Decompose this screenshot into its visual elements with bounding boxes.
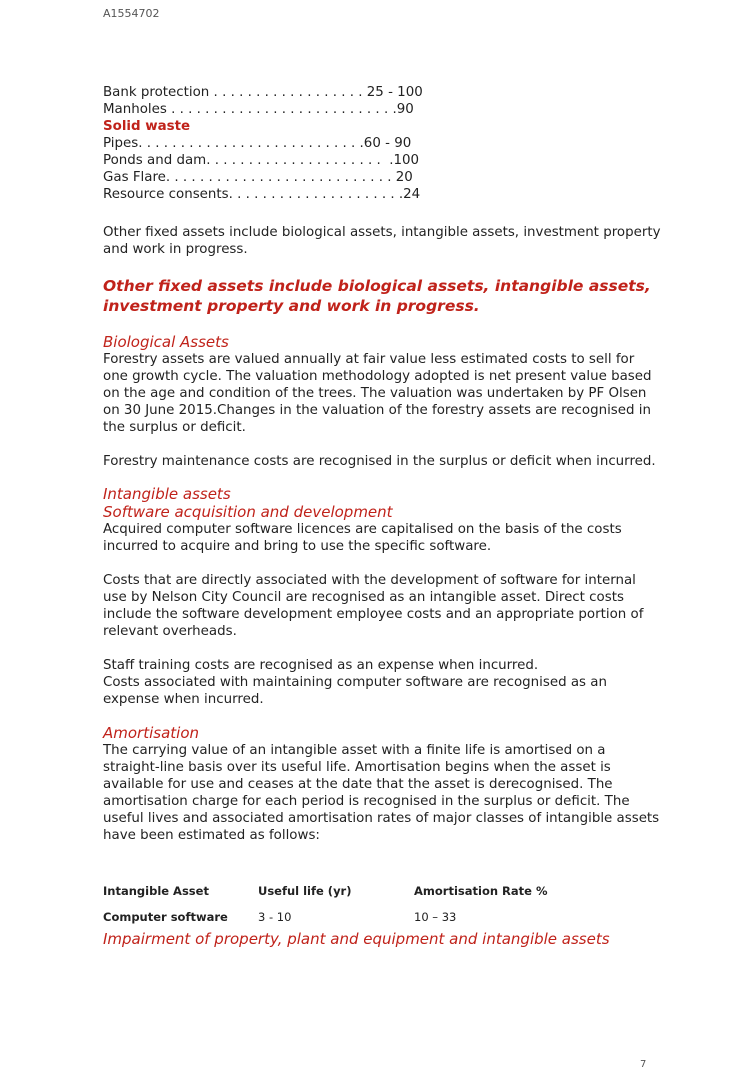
table-header: Amortisation Rate % bbox=[414, 884, 548, 898]
solid-waste-heading: Solid waste bbox=[103, 119, 191, 134]
table-cell: Computer software bbox=[103, 910, 228, 924]
table-header: Useful life (yr) bbox=[258, 884, 352, 898]
maintenance-paragraph: Costs associated with maintaining computer software are recognised as an expense when incurred. bbox=[103, 675, 607, 707]
amortisation-heading: Amortisation bbox=[103, 724, 200, 742]
forestry-maintenance-paragraph: Forestry maintenance costs are recognised in the surplus or deficit when incurred. bbox=[103, 454, 656, 469]
software-heading: Software acquisition and development bbox=[103, 503, 393, 521]
other-fixed-heading: Other fixed assets include biological assets, intangible assets, investment property and work in progress. bbox=[103, 277, 651, 315]
page-number: 7 bbox=[640, 1059, 647, 1070]
page-content bbox=[103, 84, 663, 948]
biological-paragraph: Forestry assets are valued annually at fair value less estimated costs to sell for one growth cycle. The valuation methodology adopted is net present value based on the age and condition of the trees. The valuation was undertaken by PF Olsen on 30 June 2015.Changes in the valuation of the forestry assets are recognised in the surplus or deficit. bbox=[103, 352, 652, 435]
software-paragraph: Acquired computer software licences are capitalised on the basis of the costs incurred to acquire and bring to use the specific software. bbox=[103, 522, 622, 554]
list-item: Resource consents. . . . . . . . . . . . . . . . . . . . .24 bbox=[103, 187, 421, 202]
list-item: Gas Flare. . . . . . . . . . . . . . . . . . . . . . . . . . . 20 bbox=[103, 170, 413, 185]
staff-training-paragraph: Staff training costs are recognised as an expense when incurred. bbox=[103, 658, 539, 673]
biological-assets-heading: Biological Assets bbox=[103, 333, 229, 351]
list-item: Ponds and dam. . . . . . . . . . . . . . . . . . . . . .100 bbox=[103, 153, 420, 168]
list-item: Bank protection . . . . . . . . . . . . . . . . . . 25 - 100 bbox=[103, 85, 423, 100]
table-cell: 3 - 10 bbox=[258, 910, 292, 924]
software-development-paragraph: Costs that are directly associated with the development of software for internal use by Nelson City Council are recognised as an intangible asset. Direct costs include the software development employee costs and an appropriate portion of relevant overheads. bbox=[103, 573, 644, 639]
table-header: Intangible Asset bbox=[103, 884, 209, 898]
other-fixed-paragraph: Other fixed assets include biological assets, intangible assets, investment property and work in progress. bbox=[103, 225, 661, 257]
amortisation-table bbox=[103, 878, 547, 930]
amortisation-paragraph: The carrying value of an intangible asset with a finite life is amortised on a straight-line basis over its useful life. Amortisation begins when the asset is available for use and ceases at the date that the asset is derecognised. The amortisation charge for each period is recognised in the surplus or deficit. The useful lives and associated amortisation rates of major classes of intangible assets have been estimated as follows: bbox=[103, 743, 660, 843]
intangible-assets-heading: Intangible assets bbox=[103, 485, 231, 503]
list-item: Pipes. . . . . . . . . . . . . . . . . . . . . . . . . . .60 - 90 bbox=[103, 136, 412, 151]
table-header-row bbox=[103, 878, 547, 904]
table-row bbox=[103, 904, 547, 930]
list-item: Manholes . . . . . . . . . . . . . . . . . . . . . . . . . . .90 bbox=[103, 102, 414, 117]
table-cell: 10 – 33 bbox=[414, 910, 457, 924]
impairment-heading: Impairment of property, plant and equipment and intangible assets bbox=[103, 930, 610, 948]
document-id: A1554702 bbox=[103, 7, 160, 20]
